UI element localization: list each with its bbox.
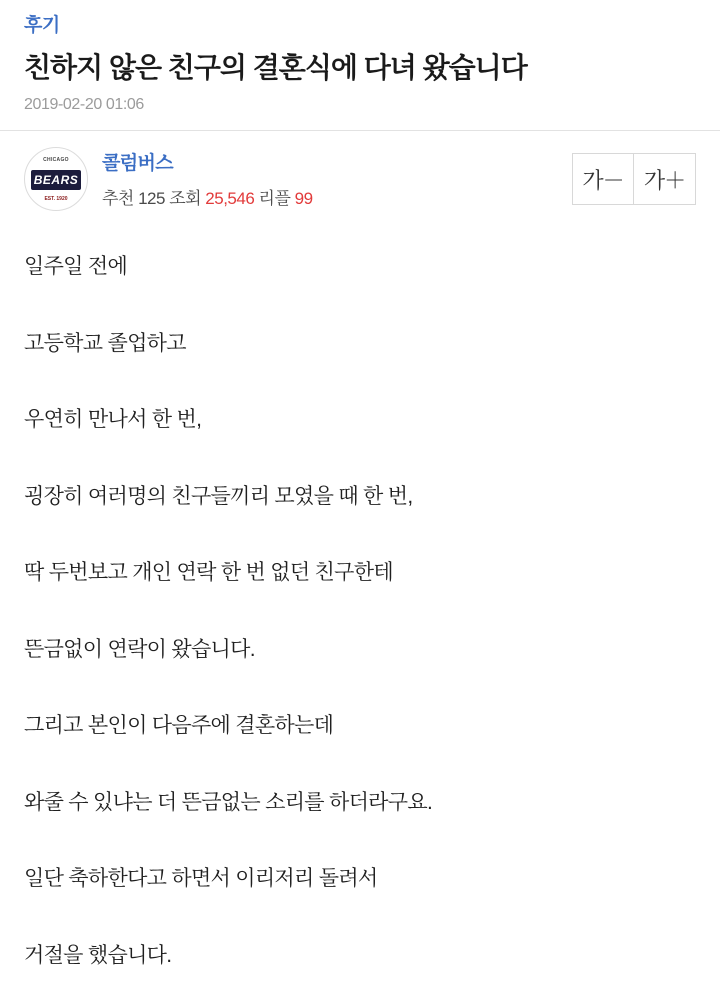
post-date: 2019-02-20 01:06: [24, 96, 144, 114]
author-stats: [102, 184, 572, 209]
post-header: [0, 0, 720, 130]
font-increase-button[interactable]: 가＋: [634, 153, 696, 205]
recommend-label: 추천: [102, 189, 134, 209]
author-name[interactable]: 콜럼버스: [102, 152, 174, 174]
body-paragraph: 와줄 수 있냐는 더 뜬금없는 소리를 하더라구요.: [24, 790, 433, 814]
body-paragraph: 그리고 본인이 다음주에 결혼하는데: [24, 714, 334, 738]
reply-count: 99: [294, 189, 313, 209]
views-count: 25,546: [205, 189, 255, 209]
body-paragraph: 딱 두번보고 개인 연락 한 번 없던 친구한테: [24, 561, 393, 585]
body-paragraph: 뜬금없이 연락이 왔습니다.: [24, 637, 255, 661]
avatar[interactable]: [24, 147, 88, 211]
body-paragraph: 일주일 전에: [24, 255, 128, 279]
post-category[interactable]: 후기: [24, 15, 60, 36]
recommend-count: 125: [138, 189, 165, 209]
author-meta: [102, 150, 572, 210]
body-paragraph: 일단 축하한다고 하면서 이리저리 돌려서: [24, 867, 378, 891]
body-paragraph: 우연히 만나서 한 번,: [24, 408, 202, 432]
body-paragraph: 굉장히 여러명의 친구들끼리 모였을 때 한 번,: [24, 484, 413, 508]
avatar-bottom-text: EST. 1920: [44, 196, 68, 203]
reply-label: 리플: [258, 189, 291, 209]
body-paragraph: 고등학교 졸업하고: [24, 331, 186, 355]
font-decrease-button[interactable]: 가－: [572, 153, 634, 205]
page-title: 친하지 않은 친구의 결혼식에 다녀 왔습니다: [24, 51, 527, 83]
font-size-controls: [572, 153, 696, 205]
avatar-main-text: BEARS: [31, 170, 81, 190]
body-paragraph: 거절을 했습니다.: [24, 943, 172, 967]
avatar-top-text: CHICAGO: [43, 157, 69, 164]
author-row: [0, 131, 720, 229]
views-label: 조회: [169, 189, 202, 209]
post-body: [0, 229, 720, 971]
